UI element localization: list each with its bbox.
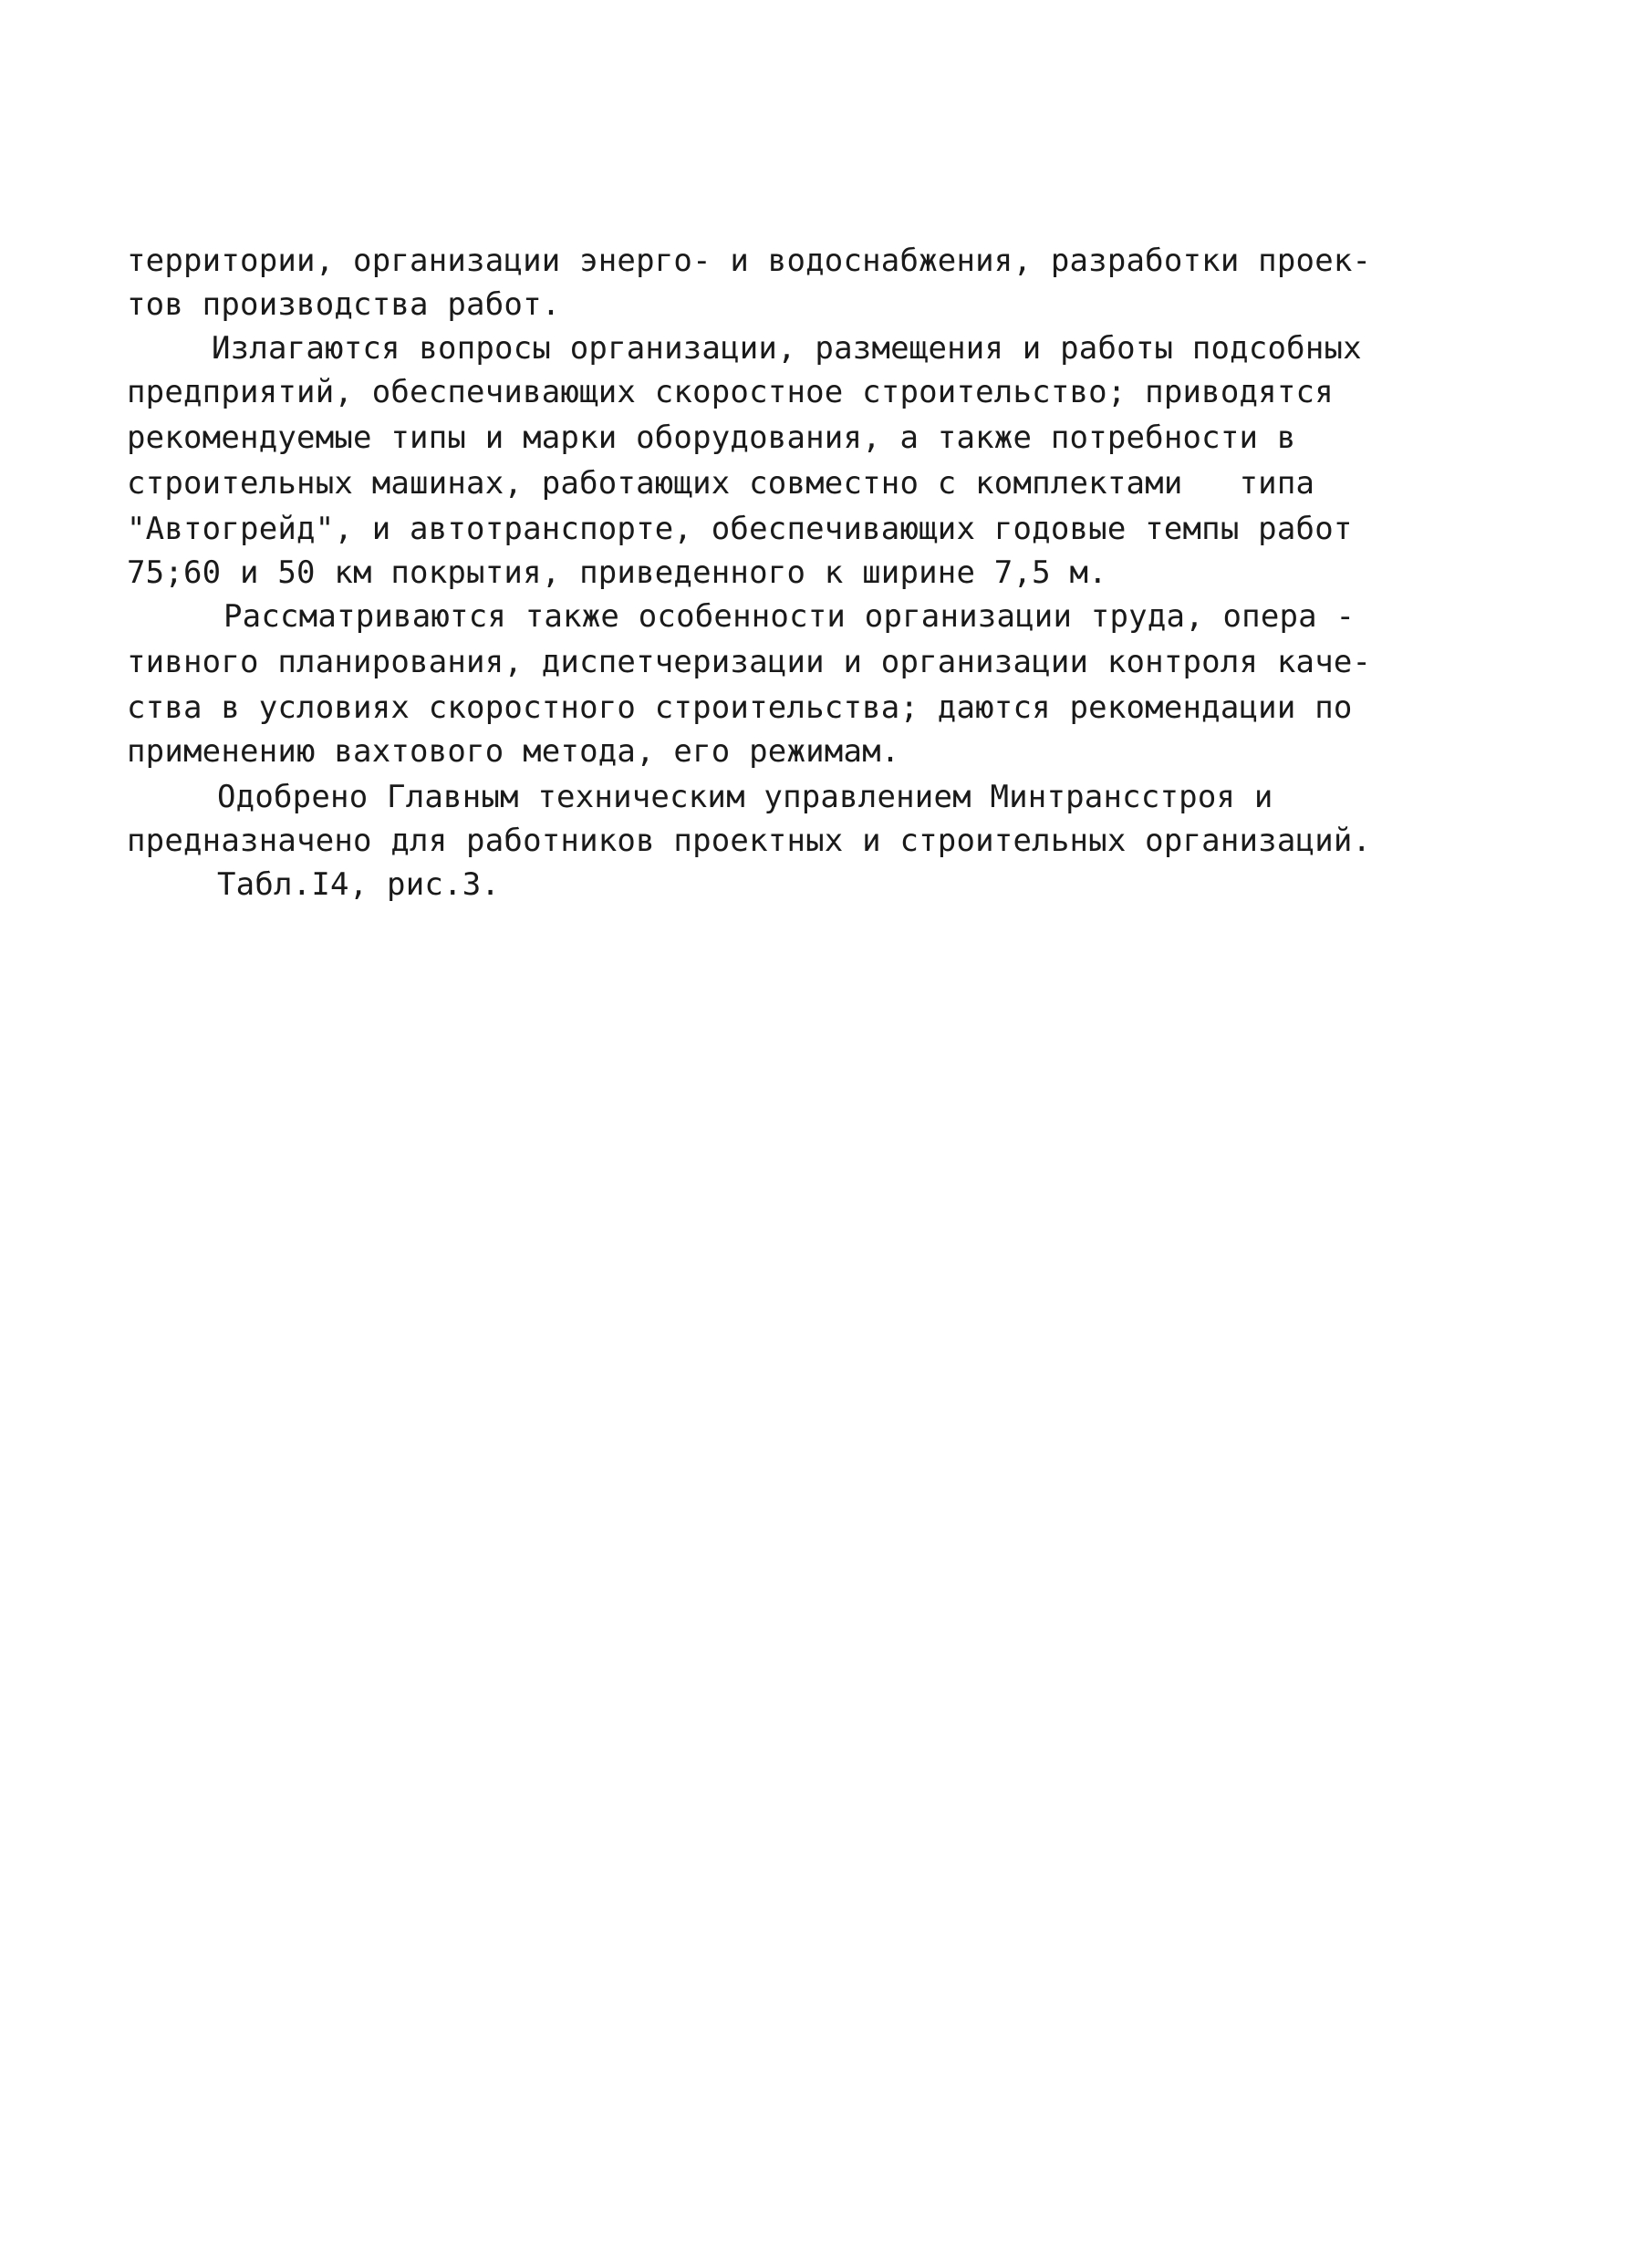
text-line: Одобрено Главным техническим управлением Минтрансстроя и [217, 779, 1273, 815]
text-line: строительных машинах, работающих совместно с комплектами типа [127, 465, 1315, 502]
text-line: 75;60 и 50 км покрытия, приведенного к ширине 7,5 м. [127, 554, 1107, 591]
text-line: "Автогрейд", и автотранспорте, обеспечивающих годовые темпы работ [127, 511, 1353, 547]
text-line: Рассматриваются также особенности организации труда, опера - [223, 598, 1356, 635]
text-line: ства в условиях скоростного строительства; даются рекомендации по [127, 689, 1353, 726]
text-line: тов производства работ. [127, 286, 561, 323]
text-line: предприятий, обеспечивающих скоростное строительство; приводятся [127, 374, 1334, 410]
text-line: Табл.I4, рис.3. [217, 866, 501, 903]
text-line: территории, организации энерго- и водоснабжения, разработки проек- [127, 243, 1372, 279]
text-line: Излагаются вопросы организации, размещения и работы подсобных [212, 330, 1362, 367]
text-line: предназначено для работников проектных и строительных организаций. [127, 823, 1372, 859]
text-line: рекомендуемые типы и марки оборудования, а также потребности в [127, 419, 1296, 456]
text-line: применению вахтового метода, его режимам. [127, 733, 900, 770]
text-line: тивного планирования, диспетчеризации и организации контроля каче- [127, 644, 1372, 680]
